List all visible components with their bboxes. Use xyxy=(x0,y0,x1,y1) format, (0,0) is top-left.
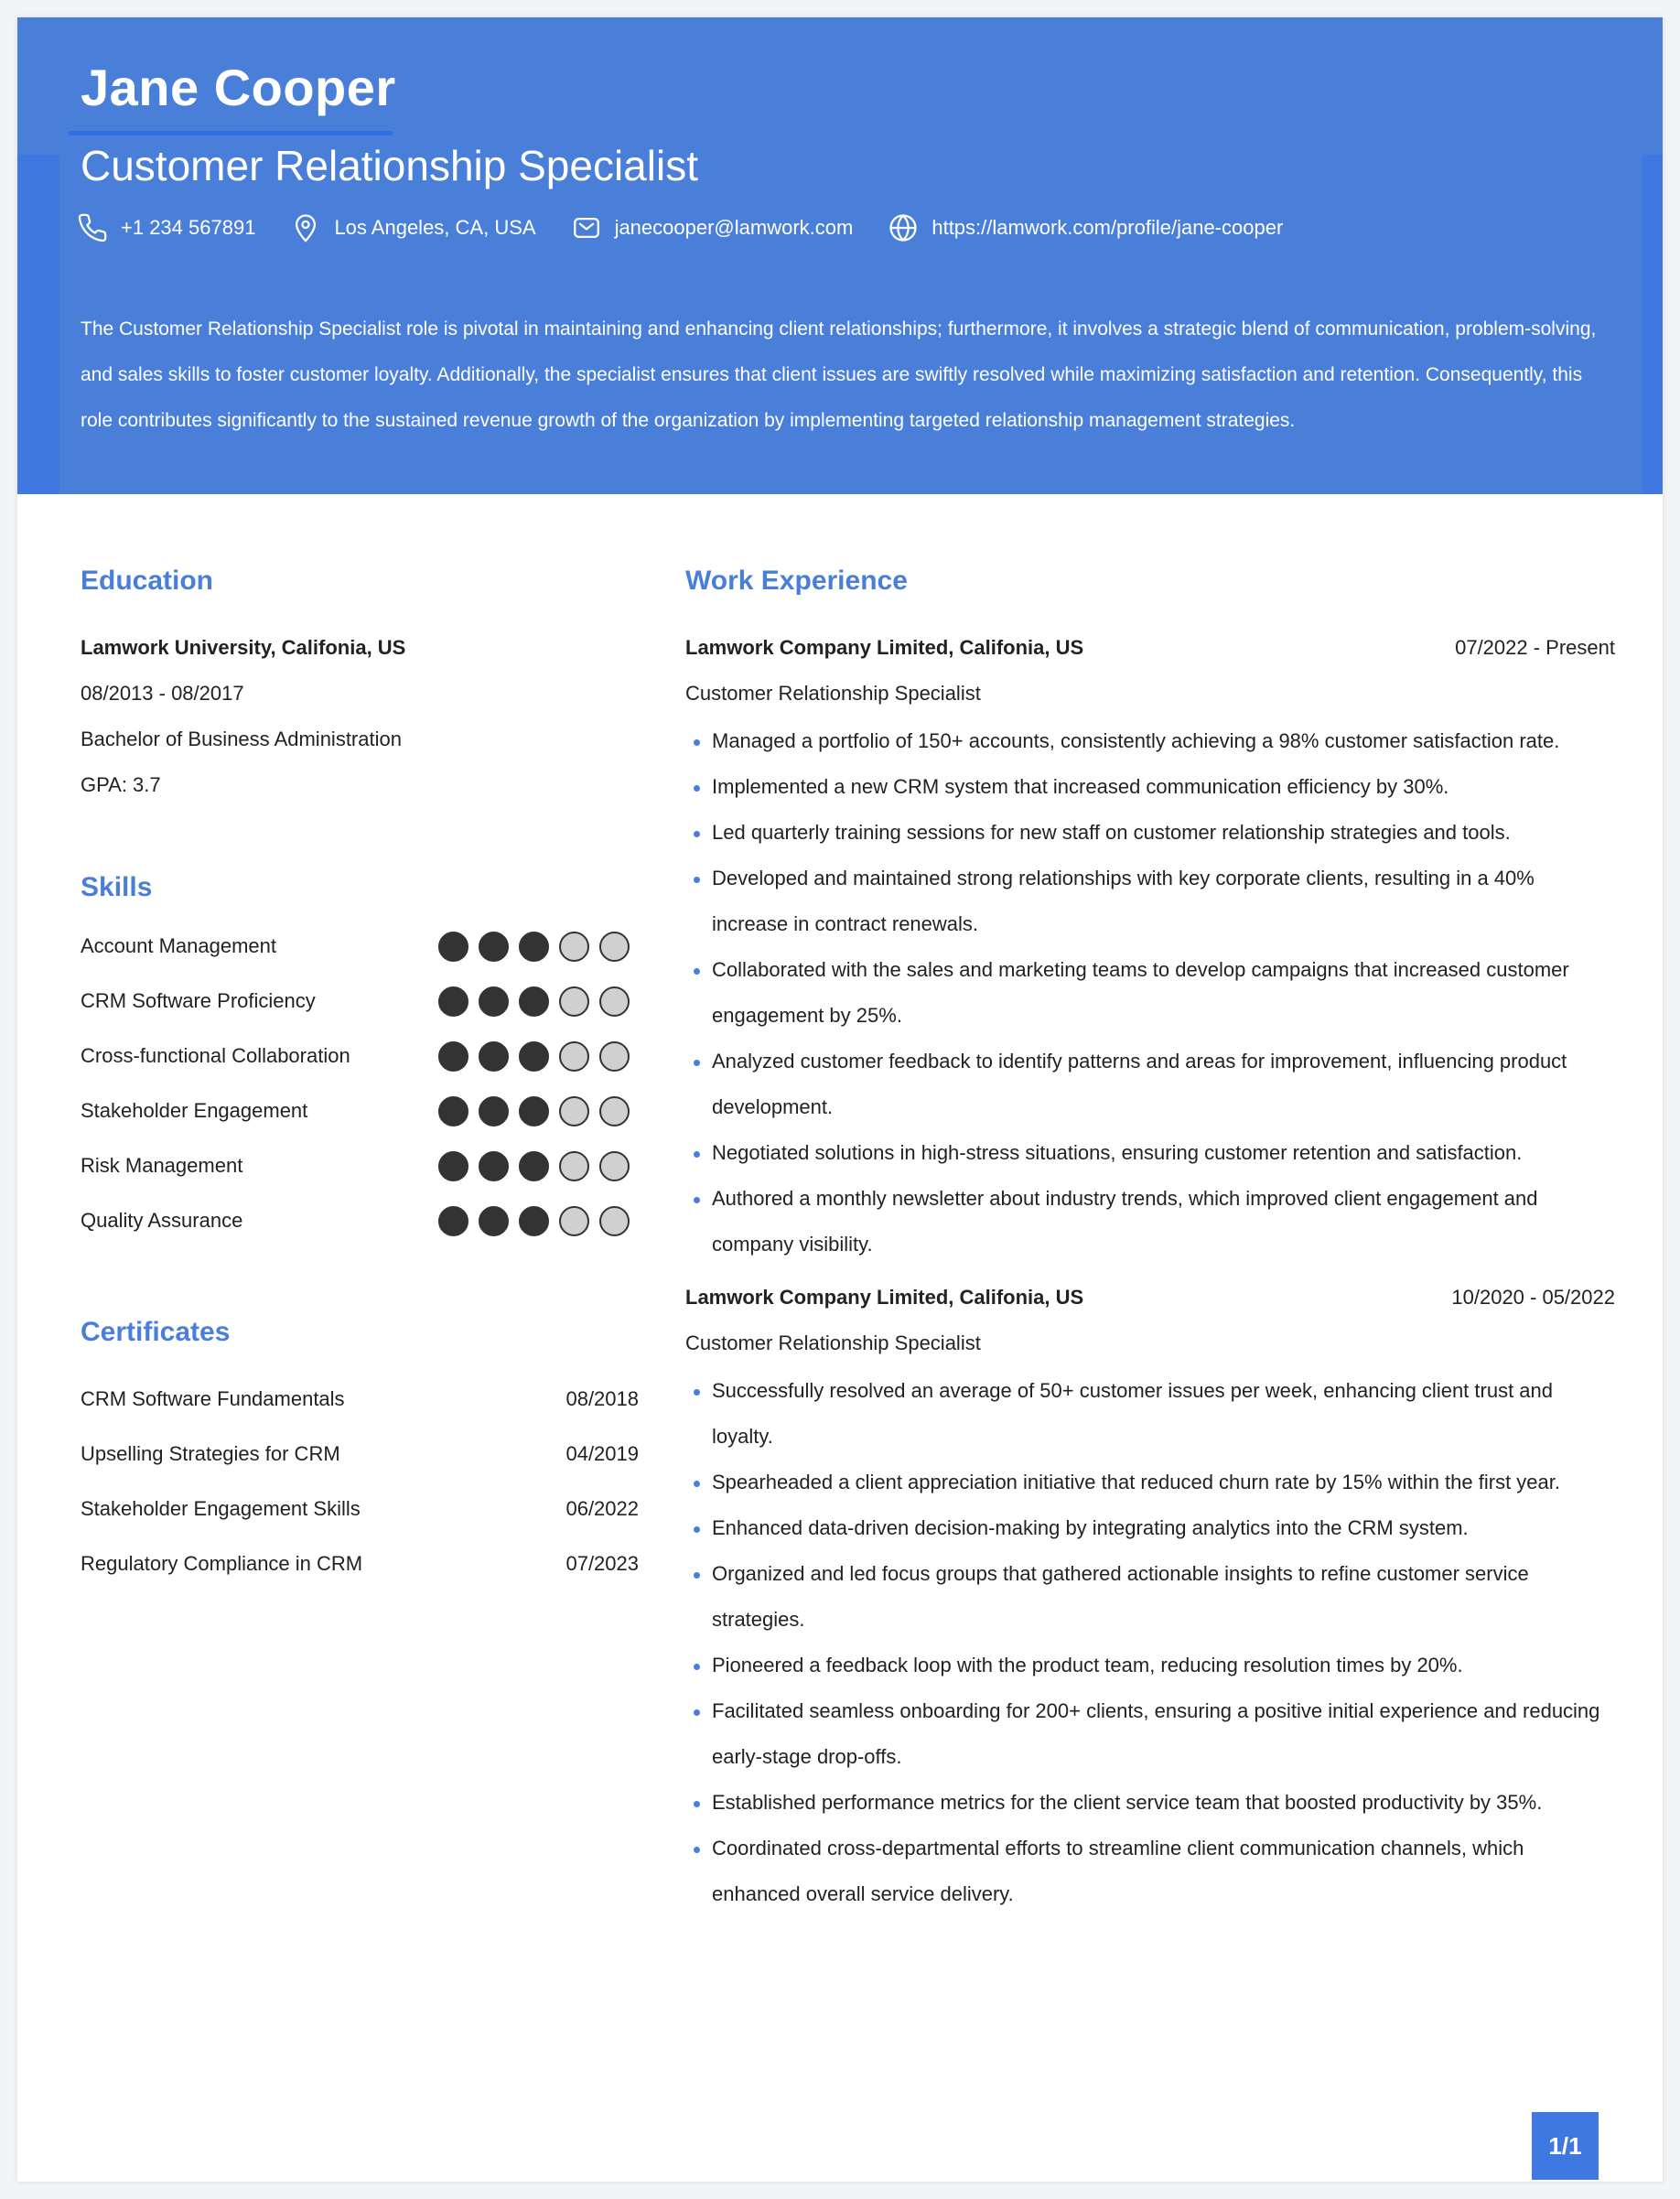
contact-list xyxy=(77,212,1318,243)
job-bullet: Analyzed customer feedback to identify patterns and areas for improvement, influencing product development. xyxy=(685,1039,1615,1130)
rating-dot-filled xyxy=(438,1041,468,1072)
mail-icon xyxy=(571,212,602,243)
globe-icon xyxy=(888,212,919,243)
rating-dot-empty xyxy=(599,1151,630,1181)
contact-email-text[interactable]: janecooper@lamwork.com xyxy=(614,216,854,239)
job-2-header xyxy=(685,1286,1615,1310)
contact-phone-text: +1 234 567891 xyxy=(121,216,256,239)
skill-row xyxy=(81,1149,630,1182)
job-bullet: Enhanced data-driven decision-making by integrating analytics into the CRM system. xyxy=(685,1505,1615,1551)
profile-summary: The Customer Relationship Specialist role is pivotal in maintaining and enhancing client relationships; furthermore, it involves a strategic blend of communication, problem-solving, and sales skills to foster customer loyalty. Additionally, the specialist ensures that client issues are swiftly resolved while maximizing satisfaction and retention. Consequently, this role contributes significantly to the sustained revenue growth of the organization by implementing targeted relationship management strategies. xyxy=(81,318,1597,431)
job-2-company: Lamwork Company Limited, Califonia, US xyxy=(685,1286,1084,1309)
job-bullet: Developed and maintained strong relationships with key corporate clients, resulting in a 40% increase in contract renewals. xyxy=(685,856,1615,947)
skill-name: Stakeholder Engagement xyxy=(81,1099,308,1122)
contact-email[interactable] xyxy=(571,212,854,243)
rating-dot-filled xyxy=(438,1096,468,1126)
certificate-name: Regulatory Compliance in CRM xyxy=(81,1552,363,1575)
certificate-date: 07/2023 xyxy=(565,1552,639,1575)
rating-dot-empty xyxy=(559,986,589,1017)
rating-dot-filled xyxy=(519,1206,549,1236)
education-school: Lamwork University, Califonia, US xyxy=(81,636,406,659)
rating-dot-filled xyxy=(519,1096,549,1126)
job-bullet: Collaborated with the sales and marketing teams to develop campaigns that increased customer engagement by 25%. xyxy=(685,947,1615,1039)
rating-dot-filled xyxy=(479,986,509,1017)
job-bullet: Spearheaded a client appreciation initiative that reduced churn rate by 15% within the first year. xyxy=(685,1460,1615,1505)
job-bullet: Coordinated cross-departmental efforts to streamline client communication channels, which enhanced overall service delivery. xyxy=(685,1826,1615,1917)
job-bullet: Negotiated solutions in high-stress situations, ensuring customer retention and satisfaction. xyxy=(685,1130,1615,1176)
skill-row xyxy=(81,985,630,1018)
skill-row xyxy=(81,1040,630,1073)
job-bullet: Established performance metrics for the client service team that boosted productivity by 35%. xyxy=(685,1780,1615,1826)
certificate-name: Upselling Strategies for CRM xyxy=(81,1442,340,1465)
skill-name: Risk Management xyxy=(81,1154,243,1177)
contact-website[interactable] xyxy=(888,212,1283,243)
certificate-row xyxy=(81,1497,639,1521)
skill-rating xyxy=(428,986,630,1017)
rating-dot-filled xyxy=(438,1151,468,1181)
skill-row xyxy=(81,1094,630,1127)
certificate-date: 08/2018 xyxy=(565,1387,639,1410)
job-1-dates: 07/2022 - Present xyxy=(1455,636,1615,659)
job-bullet: Successfully resolved an average of 50+ customer issues per week, enhancing client trust and loyalty. xyxy=(685,1368,1615,1460)
rating-dot-filled xyxy=(438,986,468,1017)
job-1-header xyxy=(685,636,1615,660)
skill-rating xyxy=(428,1041,630,1072)
candidate-name: Jane Cooper xyxy=(81,59,396,116)
job-bullet: Pioneered a feedback loop with the product team, reducing resolution times by 20%. xyxy=(685,1643,1615,1688)
skill-row xyxy=(81,1204,630,1237)
rating-dot-filled xyxy=(519,986,549,1017)
rating-dot-empty xyxy=(599,1041,630,1072)
contact-website-text[interactable]: https://lamwork.com/profile/jane-cooper xyxy=(932,216,1284,239)
skill-name: Quality Assurance xyxy=(81,1209,243,1232)
education-gpa: GPA: 3.7 xyxy=(81,773,161,796)
certificates-heading: Certificates xyxy=(81,1317,231,1347)
certificate-date: 06/2022 xyxy=(565,1497,639,1520)
certificate-name: Stakeholder Engagement Skills xyxy=(81,1497,361,1520)
rating-dot-filled xyxy=(438,932,468,962)
rating-dot-filled xyxy=(479,1151,509,1181)
job-1-bullet-list xyxy=(685,718,1615,1267)
job-bullet: Authored a monthly newsletter about industry trends, which improved client engagement and company visibility. xyxy=(685,1176,1615,1267)
header-accent-right xyxy=(1642,155,1663,494)
rating-dot-filled xyxy=(479,932,509,962)
certificate-name: CRM Software Fundamentals xyxy=(81,1387,345,1410)
rating-dot-empty xyxy=(559,1096,589,1126)
name-underline xyxy=(69,131,393,135)
job-bullet: Implemented a new CRM system that increased communication efficiency by 30%. xyxy=(685,764,1615,810)
rating-dot-empty xyxy=(599,1096,630,1126)
job-bullet: Managed a portfolio of 150+ accounts, consistently achieving a 98% customer satisfaction rate. xyxy=(685,718,1615,764)
rating-dot-empty xyxy=(559,1041,589,1072)
skill-name: Account Management xyxy=(81,934,277,957)
job-1-company: Lamwork Company Limited, Califonia, US xyxy=(685,636,1084,659)
rating-dot-filled xyxy=(519,1041,549,1072)
contact-location xyxy=(290,212,535,243)
rating-dot-filled xyxy=(438,1206,468,1236)
skill-rating xyxy=(428,1206,630,1236)
rating-dot-empty xyxy=(599,932,630,962)
skill-rating xyxy=(428,1151,630,1181)
rating-dot-empty xyxy=(599,986,630,1017)
job-1-role: Customer Relationship Specialist xyxy=(685,682,981,705)
header-accent-left xyxy=(17,155,59,494)
skill-rating xyxy=(428,1096,630,1126)
rating-dot-empty xyxy=(559,1206,589,1236)
rating-dot-filled xyxy=(479,1041,509,1072)
rating-dot-filled xyxy=(479,1206,509,1236)
rating-dot-empty xyxy=(559,1151,589,1181)
job-bullet: Led quarterly training sessions for new staff on customer relationship strategies and tools. xyxy=(685,810,1615,856)
resume-page xyxy=(17,17,1663,2182)
skill-rating xyxy=(428,932,630,962)
education-dates: 08/2013 - 08/2017 xyxy=(81,682,244,705)
contact-phone xyxy=(77,212,255,243)
contact-location-text: Los Angeles, CA, USA xyxy=(334,216,536,239)
job-2-bullet-list xyxy=(685,1368,1615,1917)
candidate-title: Customer Relationship Specialist xyxy=(81,142,698,189)
resume-header xyxy=(17,17,1663,494)
education-degree: Bachelor of Business Administration xyxy=(81,728,402,750)
rating-dot-filled xyxy=(479,1096,509,1126)
page-number-badge: 1/1 xyxy=(1532,2112,1599,2180)
certificate-row xyxy=(81,1442,639,1466)
rating-dot-empty xyxy=(599,1206,630,1236)
certificate-date: 04/2019 xyxy=(565,1442,639,1465)
rating-dot-filled xyxy=(519,1151,549,1181)
job-2-dates: 10/2020 - 05/2022 xyxy=(1451,1286,1615,1309)
work-heading: Work Experience xyxy=(685,566,908,596)
skill-row xyxy=(81,930,630,963)
phone-icon xyxy=(77,212,108,243)
skill-name: CRM Software Proficiency xyxy=(81,989,316,1012)
education-heading: Education xyxy=(81,566,214,596)
job-bullet: Facilitated seamless onboarding for 200+ clients, ensuring a positive initial experience and reducing early-stage drop-offs. xyxy=(685,1688,1615,1780)
rating-dot-empty xyxy=(559,932,589,962)
skill-name: Cross-functional Collaboration xyxy=(81,1044,350,1067)
rating-dot-filled xyxy=(519,932,549,962)
certificate-row xyxy=(81,1387,639,1411)
job-bullet: Organized and led focus groups that gathered actionable insights to refine customer service strategies. xyxy=(685,1551,1615,1643)
job-2-role: Customer Relationship Specialist xyxy=(685,1331,981,1354)
certificate-row xyxy=(81,1552,639,1576)
location-pin-icon xyxy=(290,212,321,243)
skills-heading: Skills xyxy=(81,872,153,902)
